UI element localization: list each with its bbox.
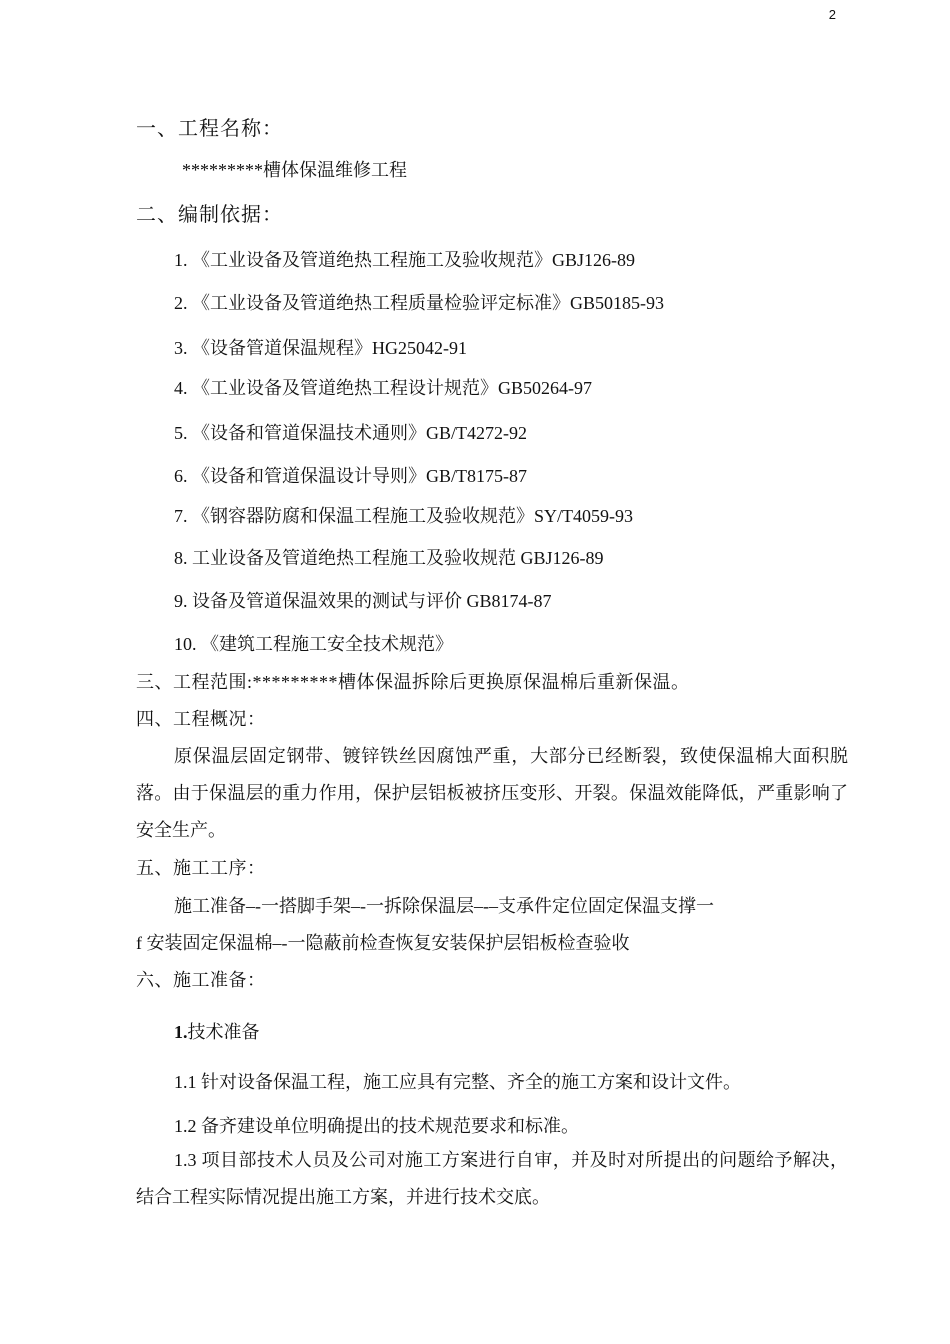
tech-prep-title: 技术准备 bbox=[187, 1022, 260, 1042]
tech-prep-subheading bbox=[174, 1023, 260, 1041]
section-3-scope: 三、工程范围:*********槽体保温拆除后更换原保温棉后重新保温。 bbox=[136, 672, 690, 692]
section-2-heading: 二、编制依据： bbox=[136, 204, 283, 226]
page-number: 2 bbox=[828, 7, 836, 22]
tech-prep-number: 1. bbox=[174, 1022, 188, 1042]
tech-prep-item: 1.3 项目部技术人员及公司对施工方案进行自审，并及时对所提出的问题给予解决，结合工程实际情况提出施工方案，并进行技术交底。 bbox=[136, 1150, 848, 1207]
reference-item: 9. 设备及管道保温效果的测试与评价 GB8174-87 bbox=[174, 591, 552, 611]
reference-item: 4. 《工业设备及管道绝热工程设计规范》GB50264-97 bbox=[174, 378, 592, 398]
process-line-1: 施工准备–-一搭脚手架–-一拆除保温层–-–支承件定位固定保温支撑一 bbox=[174, 896, 714, 916]
overview-paragraph: 原保温层固定钢带、镀锌铁丝因腐蚀严重，大部分已经断裂，致使保温棉大面积脱落。由于保温层的重力作用，保护层铝板被挤压变形、开裂。保温效能降低，严重影响了安全生产。 bbox=[136, 746, 848, 840]
section-4-heading: 四、工程概况： bbox=[136, 709, 266, 729]
reference-item: 7. 《钢容器防腐和保温工程施工及验收规范》SY/T4059-93 bbox=[174, 506, 633, 526]
section-6-heading: 六、施工准备： bbox=[136, 970, 266, 990]
reference-item: 3. 《设备管道保温规程》HG25042-91 bbox=[174, 338, 467, 358]
reference-item: 6. 《设备和管道保温设计导则》GB/T8175-87 bbox=[174, 466, 527, 486]
section-5-heading: 五、施工工序： bbox=[136, 858, 266, 878]
project-name: *********槽体保温维修工程 bbox=[182, 160, 407, 180]
reference-item: 2. 《工业设备及管道绝热工程质量检验评定标准》GB50185-93 bbox=[174, 293, 664, 313]
reference-item: 5. 《设备和管道保温技术通则》GB/T4272-92 bbox=[174, 423, 527, 443]
tech-prep-item: 1.2 备齐建设单位明确提出的技术规范要求和标准。 bbox=[174, 1116, 579, 1136]
section-1-heading: 一、工程名称： bbox=[136, 118, 283, 140]
reference-item: 10. 《建筑工程施工安全技术规范》 bbox=[174, 634, 453, 654]
reference-item: 8. 工业设备及管道绝热工程施工及验收规范 GBJ126-89 bbox=[174, 548, 604, 568]
tech-prep-item: 1.1 针对设备保温工程，施工应具有完整、齐全的施工方案和设计文件。 bbox=[174, 1072, 741, 1092]
process-line-2: f 安装固定保温棉–-一隐蔽前检查恢复安装保护层铝板检查验收 bbox=[136, 933, 630, 953]
reference-item: 1. 《工业设备及管道绝热工程施工及验收规范》GBJ126-89 bbox=[174, 250, 636, 270]
